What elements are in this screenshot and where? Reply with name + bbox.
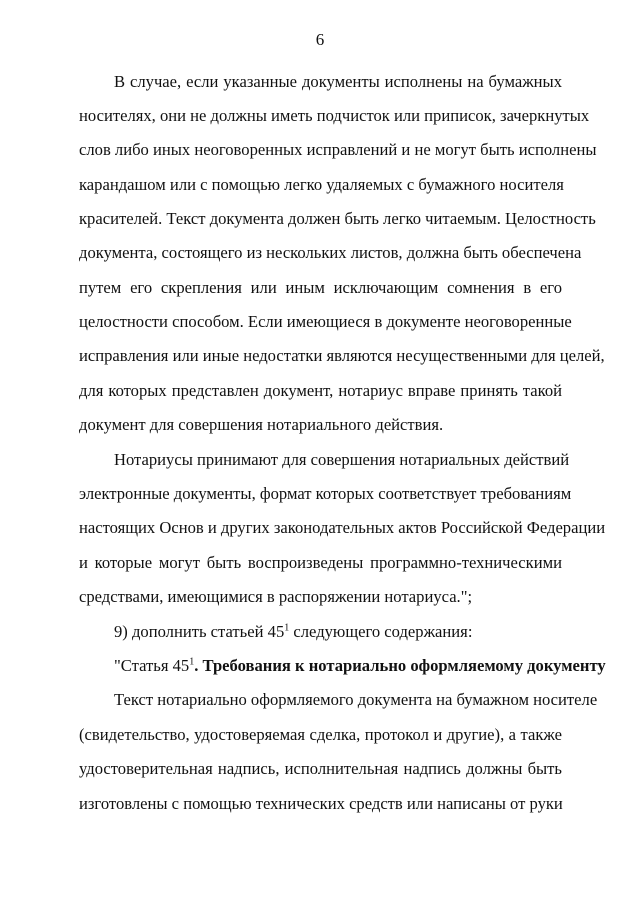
paragraph-1-line: В случае, если указанные документы исполнены на бумажных	[114, 72, 562, 91]
paragraph-1-line: красителей. Текст документа должен быть легко читаемым. Целостность	[79, 209, 596, 228]
paragraph-3-line: Текст нотариально оформляемого документа на бумажном носителе	[114, 690, 598, 709]
article-heading-superscript: 1	[189, 656, 195, 668]
paragraph-2-line: настоящих Основ и других законодательных актов Российской Федерации	[79, 518, 606, 537]
article-heading-prefix: "Статья 45	[114, 656, 190, 675]
article-heading-title: Требования к нотариально оформляемому документу	[202, 656, 606, 675]
page-number: 6	[315, 30, 325, 49]
paragraph-1-line: документ для совершения нотариального действия.	[79, 415, 444, 434]
paragraph-3-line: удостоверительная надпись, исполнительная надпись должны быть	[79, 759, 562, 778]
paragraph-1-line: целостности способом. Если имеющиеся в документе неоговоренные	[79, 312, 572, 331]
article-heading-dot: .	[194, 656, 203, 675]
article-heading	[114, 656, 606, 676]
paragraph-3-line: (свидетельство, удостоверяемая сделка, протокол и другие), а также	[79, 725, 562, 744]
amendment-item-9	[114, 622, 562, 642]
paragraph-2-line: и которые могут быть воспроизведены программно-техническими	[79, 553, 562, 572]
paragraph-1-line: карандашом или с помощью легко удаляемых с бумажного носителя	[79, 175, 564, 194]
paragraph-1-line: для которых представлен документ, нотариус вправе принять такой	[79, 381, 562, 400]
paragraph-2-line: Нотариусы принимают для совершения нотариальных действий	[114, 450, 570, 469]
paragraph-2-line: средствами, имеющимися в распоряжении нотариуса.";	[79, 587, 473, 606]
paragraph-3-line: изготовлены с помощью технических средств или написаны от руки	[79, 794, 563, 813]
paragraph-1-line: носителях, они не должны иметь подчисток или приписок, зачеркнутых	[79, 106, 590, 125]
paragraph-1-line: исправления или иные недостатки являются несущественными для целей,	[79, 346, 605, 365]
item-9-superscript: 1	[284, 622, 290, 634]
paragraph-1-line: путем его скрепления или иным исключающим сомнения в его	[79, 278, 562, 297]
item-9-text-before: 9) дополнить статьей 45	[114, 622, 285, 641]
paragraph-2-line: электронные документы, формат которых соответствует требованиям	[79, 484, 572, 503]
item-9-text-after: следующего содержания:	[289, 622, 473, 641]
paragraph-1-line: слов либо иных неоговоренных исправлений и не могут быть исполнены	[79, 140, 597, 159]
paragraph-1-line: документа, состоящего из нескольких листов, должна быть обеспечена	[79, 243, 582, 262]
